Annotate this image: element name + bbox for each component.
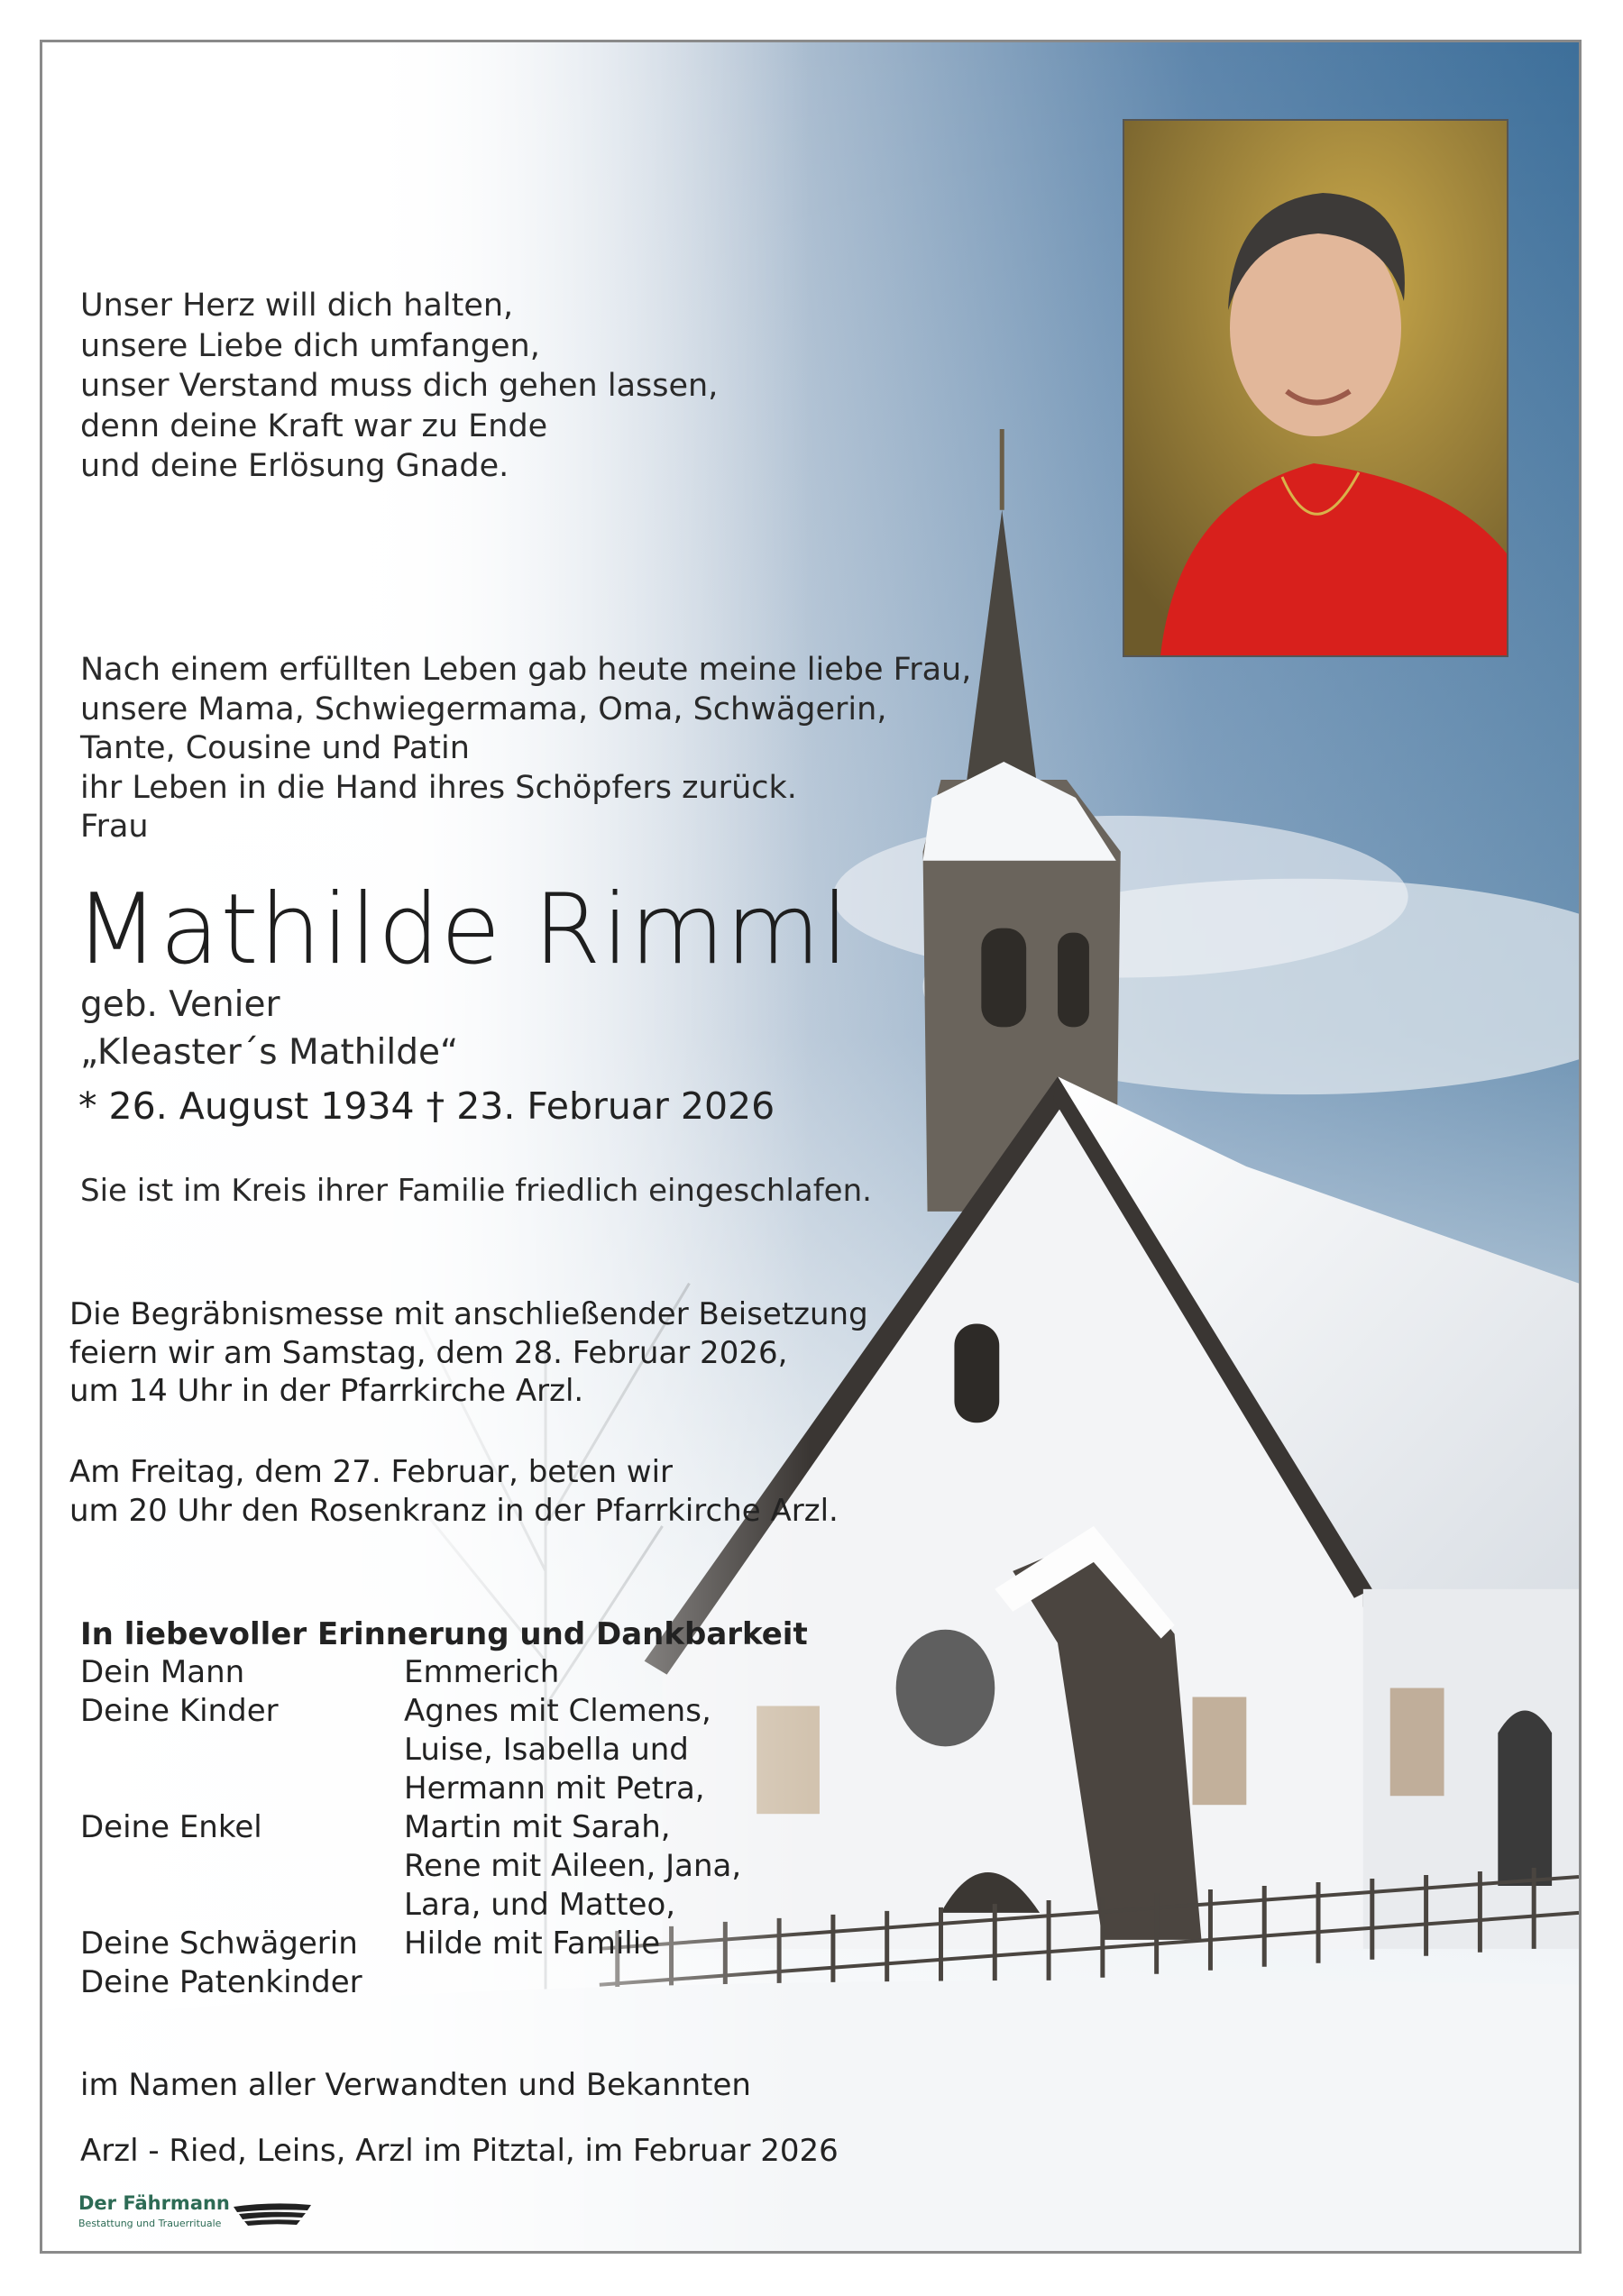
peaceful-passing-text: Sie ist im Kreis ihrer Familie friedlich eingeschlafen. [80,1173,872,1209]
maiden-name: geb. Venier [80,984,280,1025]
family-names: Emmerich [404,1654,560,1690]
family-label: Deine Patenkinder [80,1964,362,2000]
family-names: Hilde mit Familie [404,1926,661,1962]
nickname: „Kleaster´s Mathilde“ [80,1032,459,1073]
logo-name: Der Fährmann [78,2192,230,2214]
obituary-frame [40,40,1582,2254]
family-names: Agnes mit Clemens, Luise, Isabella und Hermann mit Petra, [404,1693,711,1807]
place-and-date: Arzl - Ried, Leins, Arzl im Pitztal, im Februar 2026 [80,2133,839,2169]
life-dates: * 26. August 1934 † 23. Februar 2026 [78,1084,775,1128]
memorial-poem: Unser Herz will dich halten, unsere Liebe dich umfangen, unser Verstand muss dich gehen lassen, denn deine Kraft war zu Ende und deine Erlösung Gnade. [80,288,719,484]
family-label: Dein Mann [80,1654,245,1690]
funeral-home-logo [78,2192,313,2242]
family-names: Martin mit Sarah, Rene mit Aileen, Jana, Lara, und Matteo, [404,1809,742,1923]
funeral-info: Die Begräbnismesse mit anschließender Beisetzung feiern wir am Samstag, dem 28. Februar 2026, um 14 Uhr in der Pfarrkirche Arzl. [69,1296,868,1409]
family-label: Deine Enkel [80,1809,262,1845]
family-label: Deine Schwägerin [80,1926,358,1962]
thanks-heading: In liebevoller Erinnerung und Dankbarkeit [80,1616,808,1652]
deceased-name: Mathilde Rimml [75,874,849,986]
closing-line: im Namen aller Verwandten und Bekannten [80,2067,751,2103]
boat-icon [232,2198,313,2228]
logo-subtitle: Bestattung und Trauerrituale [78,2218,222,2229]
family-label: Deine Kinder [80,1693,279,1729]
death-announcement-text: Nach einem erfüllten Leben gab heute meine liebe Frau, unsere Mama, Schwiegermama, Oma, Schwägerin, Tante, Cousine und Patin ihr Leben in die Hand ihres Schöpfers zurück. Frau [80,652,972,845]
rosary-info: Am Freitag, dem 27. Februar, beten wir um 20 Uhr den Rosenkranz in der Pfarrkirche Arzl. [69,1454,839,1529]
